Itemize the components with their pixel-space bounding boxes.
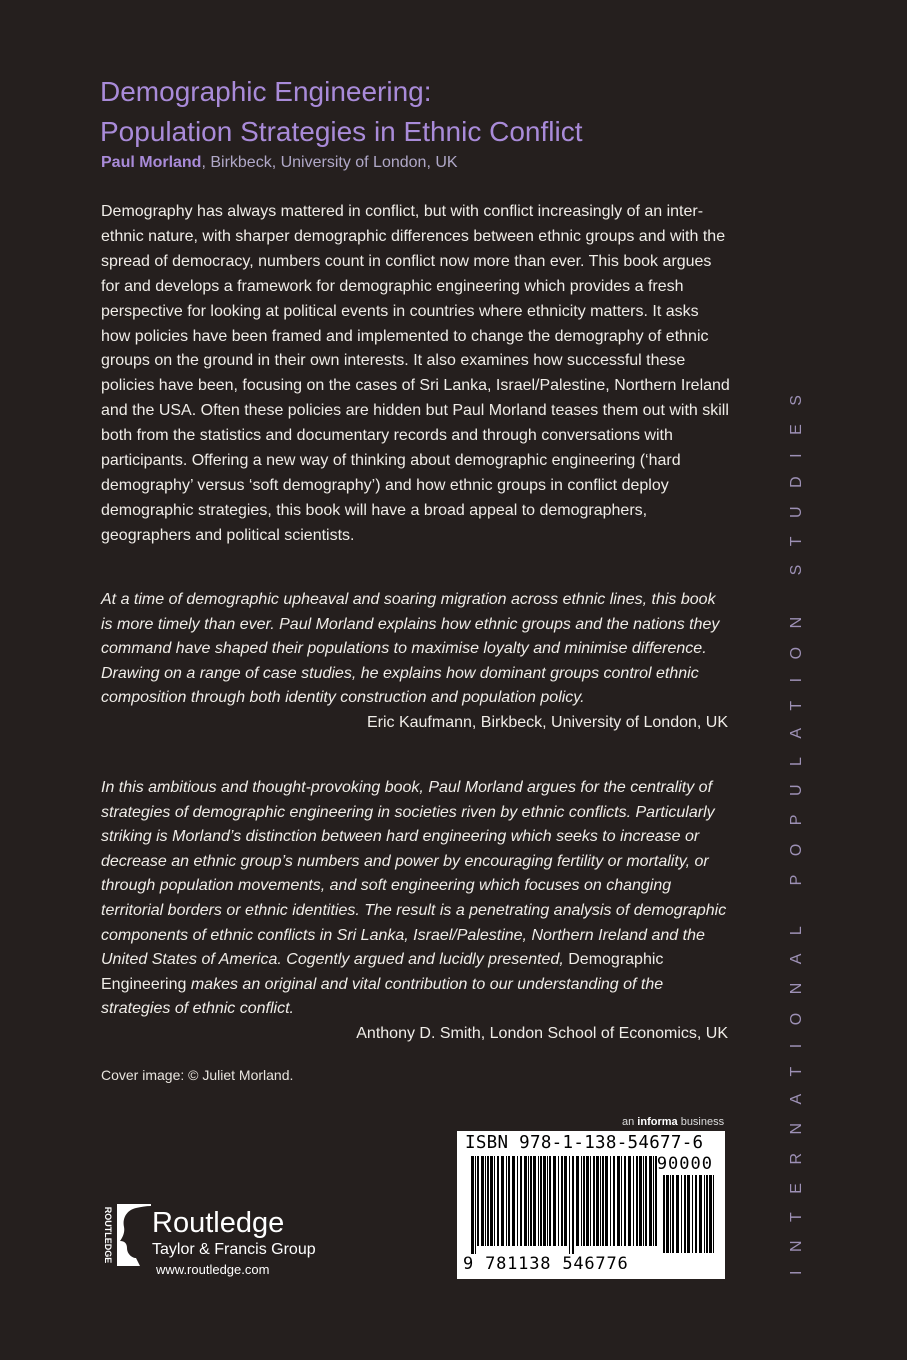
barcode-bar: [561, 1156, 563, 1246]
barcode-bar: [636, 1156, 638, 1246]
barcode-bar: [699, 1175, 702, 1253]
barcode-bar: [487, 1156, 489, 1246]
barcode-bar: [617, 1156, 620, 1246]
barcode-bar: [613, 1156, 615, 1246]
barcode-bar: [533, 1156, 536, 1246]
barcode-bar: [605, 1156, 608, 1246]
barcode-bar: [649, 1156, 652, 1246]
barcode-bar: [538, 1156, 539, 1246]
informa-prefix: an: [622, 1116, 638, 1128]
barcode-bar: [547, 1156, 548, 1246]
review-2-text-after: makes an original and vital contribution to our understanding of the strategies of ethnic conflict.: [101, 975, 664, 1018]
barcode-bar: [564, 1156, 567, 1246]
review-2-source: Anthony D. Smith, London School of Economics, UK: [356, 1024, 728, 1042]
barcode-bar: [572, 1156, 574, 1254]
barcode-bar: [639, 1156, 642, 1246]
barcode-bar: [512, 1156, 515, 1246]
barcode-bar: [553, 1156, 556, 1246]
publisher-url: www.routledge.com: [156, 1262, 270, 1277]
barcode-bar: [471, 1156, 474, 1254]
barcode-bar: [530, 1156, 532, 1246]
barcode-bar: [477, 1156, 479, 1246]
barcode-bar: [517, 1156, 518, 1246]
barcode-bar: [540, 1156, 542, 1246]
barcode-bar: [524, 1156, 527, 1246]
ean-number: 9 781138 546776: [463, 1254, 629, 1274]
publisher-block: [152, 1207, 316, 1279]
series-name: INTERNATIONAL POPULATION STUDIES: [788, 376, 805, 1275]
barcode-bar: [628, 1156, 631, 1246]
barcode-bar: [624, 1156, 626, 1246]
barcode-bar: [684, 1175, 686, 1253]
barcode-bar: [695, 1175, 697, 1253]
book-description: Demography has always mattered in conflict, but with conflict increasingly of an inter-ethnic nature, with sharper demographic differences between ethnic groups and with the spread of democracy, numbers count in conflict now more than ever. This book argues for and develops a framework for demographic engineering which provides a fresh perspective for looking at political events in countries where ethnicity matters. It asks how policies have been framed and implemented to change the demography of ethnic groups on the ground in their own interests. It also examines how successful these policies have been, focusing on the cases of Sri Lanka, Israel/Palestine, Northern Ireland and the USA. Often these policies are hidden but Paul Morland teases them out with skill both from the statistics and documentary records and through conversations with participants. Offering a new way of thinking about demographic engineering (‘hard demography’ versus ‘soft demography’) and how ethnic groups in conflict deploy demographic strategies, this book will have a broad appeal to demographers, geographers and political scientists.: [101, 203, 730, 544]
review-2-text: [101, 776, 731, 1022]
barcode-bar: [663, 1175, 665, 1253]
barcode-bar: [593, 1156, 595, 1246]
barcode-bar: [706, 1175, 708, 1253]
barcode-bar: [543, 1156, 546, 1246]
price-addon-label: 90000: [656, 1154, 713, 1174]
barcode-bar: [596, 1156, 599, 1246]
barcode-bar: [692, 1175, 693, 1253]
author-name: Paul Morland: [101, 154, 202, 171]
barcode-bar: [704, 1175, 705, 1253]
barcode-bar: [633, 1156, 634, 1246]
barcode-bar: [670, 1175, 671, 1253]
routledge-logo-icon: [96, 1200, 156, 1270]
barcode-bar: [610, 1156, 611, 1246]
barcode-bar: [528, 1156, 529, 1246]
barcode-bar: [569, 1156, 570, 1254]
isbn-label: ISBN 978-1-138-54677-6: [465, 1133, 704, 1153]
logo-vertical-text: ROUTLEDGE: [103, 1206, 113, 1264]
review-2-text-before: In this ambitious and thought-provoking book, Paul Morland argues for the centrality of strategies of demographic engineering in societies riven by ethnic conflicts. Particularly striking is Morland’s distinction between hard engineering which seeks to increase or decrease an ethnic group’s numbers and power by encouraging fertility or mortality, or through population movements, and soft engineering which focuses on changing territorial borders or ethnic identities. The result is a penetrating analysis of demographic components of ethnic conflicts in Sri Lanka, Israel/Palestine, Northern Ireland and the United States of America. Cogently argued and lucidly presented,: [101, 779, 727, 969]
informa-brand: informa: [637, 1116, 678, 1128]
barcode-bar: [653, 1156, 654, 1246]
title-line-2: Population Strategies in Ethnic Conflict: [100, 116, 583, 147]
barcode-bar: [687, 1175, 690, 1253]
review-2: [101, 776, 731, 1047]
title-line-1: Demographic Engineering:: [100, 76, 432, 107]
barcode-bar: [600, 1156, 601, 1246]
barcode-bar: [485, 1156, 486, 1246]
barcode-bar: [676, 1175, 679, 1253]
barcode-bar: [520, 1156, 522, 1246]
barcode: [457, 1131, 725, 1279]
barcode-bar: [655, 1156, 657, 1246]
book-title: [100, 72, 720, 152]
publisher-name: Routledge: [152, 1207, 285, 1239]
barcode-bar: [494, 1156, 495, 1246]
barcode-bar: [590, 1156, 591, 1246]
barcode-bar: [475, 1156, 476, 1254]
barcode-bar: [645, 1156, 647, 1246]
cover-credit: Cover image: © Juliet Morland.: [101, 1067, 294, 1083]
barcode-bar: [501, 1156, 504, 1246]
barcode-bar: [602, 1156, 604, 1246]
informa-tagline: [622, 1116, 724, 1128]
barcode-bar: [576, 1156, 579, 1246]
review-1-text: At a time of demographic upheaval and soaring migration across ethnic lines, this book is more timely than ever. Paul Morland explains how ethnic groups and the nations they command have shaped their populations to maximise loyalty and minimise difference. Drawing on a range of case studies, he explains how dominant groups control ethnic composition through both identity construction and population policy.: [101, 591, 720, 707]
barcode-bar: [481, 1156, 484, 1246]
addon-barcode-bars: [663, 1175, 715, 1253]
barcode-bar: [672, 1175, 674, 1253]
barcode-bar: [581, 1156, 582, 1246]
barcode-bar: [681, 1175, 682, 1253]
barcode-bar: [643, 1156, 644, 1246]
barcode-bar: [709, 1175, 712, 1253]
barcode-bar: [558, 1156, 559, 1246]
barcode-bar: [713, 1175, 714, 1253]
barcode-bar: [490, 1156, 493, 1246]
informa-suffix: business: [677, 1116, 725, 1128]
barcode-bar: [586, 1156, 589, 1246]
ean-barcode-bars: [471, 1156, 659, 1254]
barcode-bar: [583, 1156, 585, 1246]
review-1: [101, 588, 731, 736]
barcode-bar: [621, 1156, 622, 1246]
barcode-bar: [549, 1156, 551, 1246]
publisher-group: Taylor & Francis Group: [152, 1241, 316, 1258]
review-1-source: Eric Kaufmann, Birkbeck, University of London, UK: [366, 713, 728, 731]
author-line: [101, 154, 458, 172]
barcode-bar: [506, 1156, 507, 1246]
barcode-bar: [497, 1156, 499, 1246]
barcode-bar: [508, 1156, 510, 1246]
review-2-book-title: Demographic Engineering: [101, 951, 664, 993]
barcode-bar: [666, 1175, 669, 1253]
author-affiliation: , Birkbeck, University of London, UK: [201, 154, 458, 171]
